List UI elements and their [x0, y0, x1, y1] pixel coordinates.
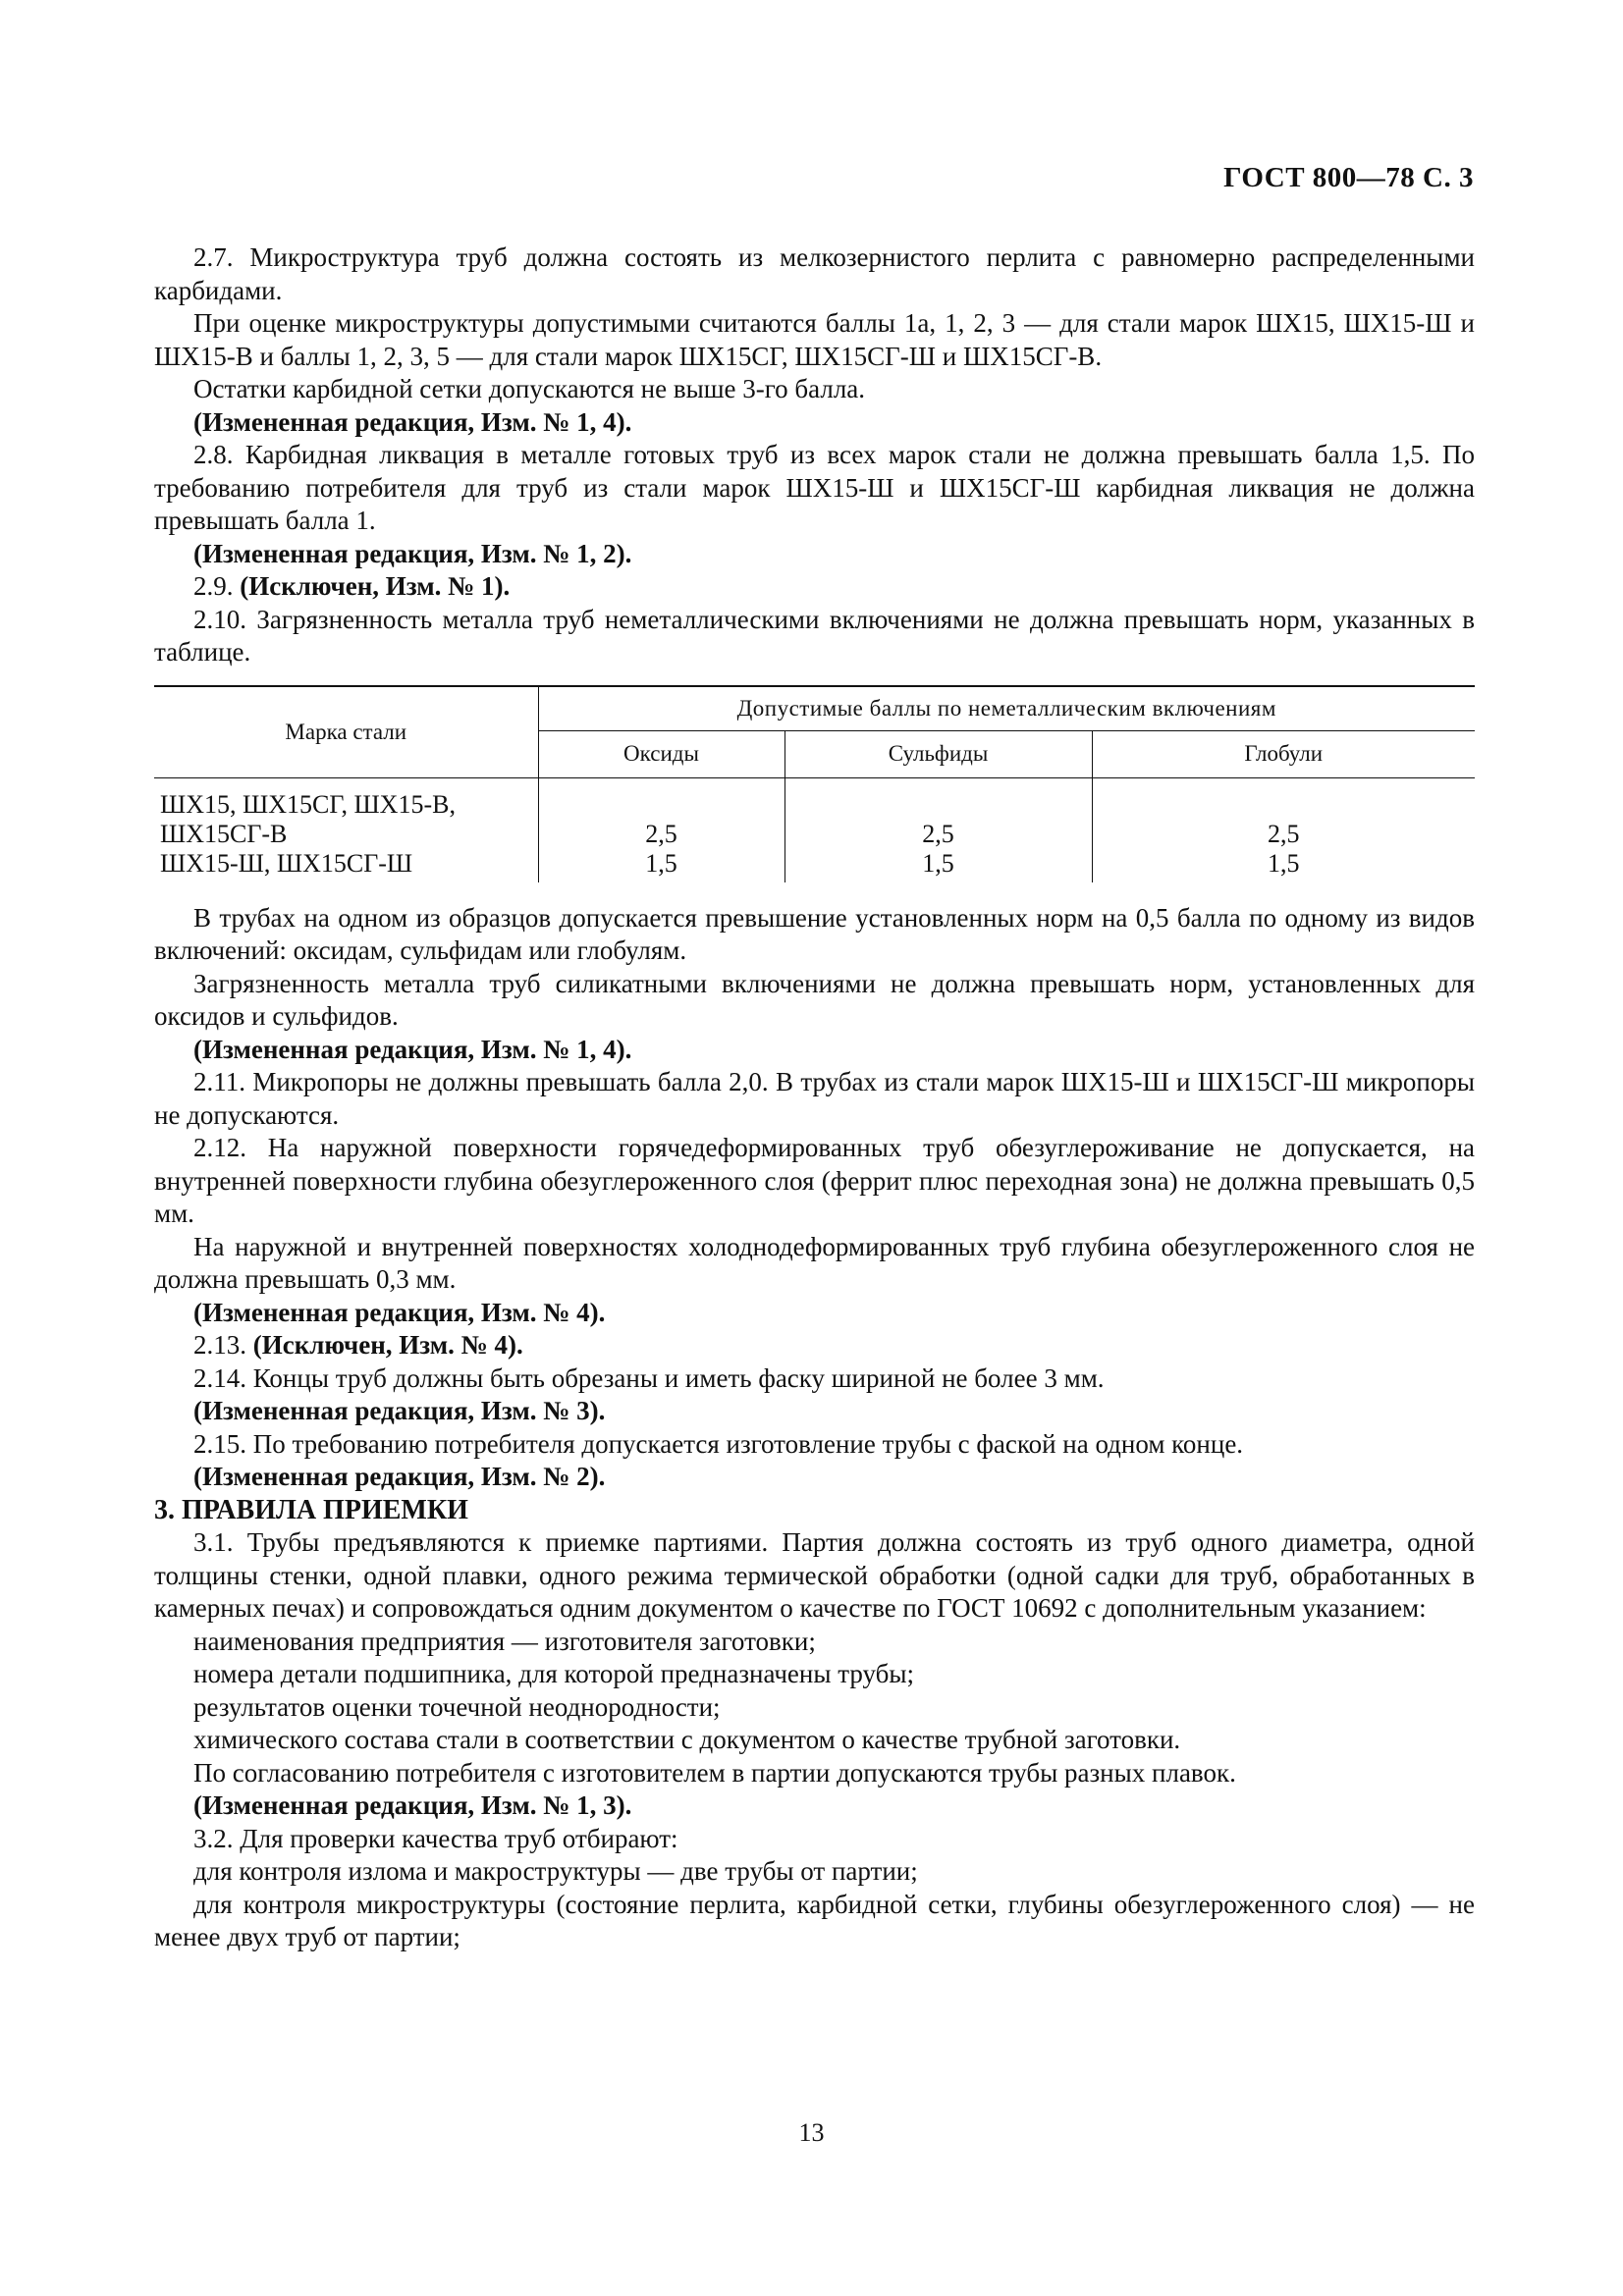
cell-globules: 1,5: [1268, 848, 1300, 878]
paragraph: 2.12. На наружной поверхности горячедеформированных труб обезуглероживание не допускается, на внутренней поверхности глубина обезуглероженного слоя (феррит плюс переходная зона) не должна превышать 0,5 мм.: [154, 1133, 1475, 1228]
amendment-note: (Измененная редакция, Изм. № 4).: [193, 1297, 606, 1327]
paragraph: результатов оценки точечной неоднородности;: [193, 1691, 721, 1722]
amendment-note: (Измененная редакция, Изм. № 1, 2).: [193, 538, 632, 568]
table-row: [154, 849, 1475, 882]
paragraph: При оценке микроструктуры допустимыми считаются баллы 1а, 1, 2, 3 — для стали марок ШХ15, ШХ15-Ш и ШХ15-В и баллы 1, 2, 3, 5 — для стали марок ШХ15СГ, ШХ15СГ-Ш и ШХ15СГ-В.: [154, 308, 1475, 371]
paragraphs-section-3: [154, 1526, 1475, 1954]
amendment-note: (Исключен, Изм. № 1).: [240, 571, 511, 601]
cell-grade: ШХ15-Ш, ШХ15СГ-Ш: [154, 849, 538, 882]
paragraph: В трубах на одном из образцов допускается превышение установленных норм на 0,5 балла по одному из видов включений: оксидам, сульфидам или глобулям.: [154, 902, 1475, 965]
paragraph: для контроля микроструктуры (состояние перлита, карбидной сетки, глубины обезуглероженного слоя) — не менее двух труб от партии;: [154, 1889, 1475, 1951]
cell-sulfides: [784, 777, 1092, 820]
cell-globules: [1092, 777, 1475, 820]
column-header-globules: Глобули: [1092, 730, 1475, 777]
table-row: [154, 820, 1475, 849]
cell-sulfides: 2,5: [784, 820, 1092, 849]
cell-grade: ШХ15, ШХ15СГ, ШХ15-В,: [154, 777, 538, 820]
cell-sulfides: 1,5: [784, 849, 1092, 882]
paragraph: 2.7. Микроструктура труб должна состоять из мелкозернистого перлита с равномерно распределенными карбидами.: [154, 242, 1475, 305]
paragraph: 3.1. Трубы предъявляются к приемке партиями. Партия должна состоять из труб одного диаметра, одной толщины стенки, одной плавки, одного режима термической обработки (одной садки для труб, обработанных в камерных печах) и сопровождаться одним документом о качестве по ГОСТ 10692 с дополнительным указанием:: [154, 1527, 1475, 1623]
section-title: 3. ПРАВИЛА ПРИЕМКИ: [154, 1494, 468, 1525]
column-header-grade: Марка стали: [154, 686, 538, 778]
paragraph: Загрязненность металла труб силикатными включениями не должна превышать норм, установленных для оксидов и сульфидов.: [154, 968, 1475, 1031]
paragraphs-before-table: [154, 241, 1475, 669]
page-number: 13: [798, 2118, 825, 2147]
paragraph: На наружной и внутренней поверхностях холоднодеформированных труб глубина обезуглероженного слоя не должна превышать 0,3 мм.: [154, 1231, 1475, 1294]
paragraphs-after-table: [154, 902, 1475, 1494]
paragraph: 2.10. Загрязненность металла труб неметаллическими включениями не должна превышать норм, указанных в таблице.: [154, 604, 1475, 667]
inclusions-table: [154, 685, 1475, 882]
paragraph: химического состава стали в соответствии с документом о качестве трубной заготовки.: [193, 1725, 1181, 1754]
cell-globules: 2,5: [1268, 819, 1300, 848]
document-body: [154, 241, 1475, 1954]
cell-grade: ШХ15СГ-В: [154, 820, 538, 849]
amendment-note: (Измененная редакция, Изм. № 3).: [193, 1396, 606, 1425]
paragraph: 2.11. Микропоры не должны превышать балла 2,0. В трубах из стали марок ШХ15-Ш и ШХ15СГ-Ш микропоры не допускаются.: [154, 1067, 1475, 1130]
cell-oxides: 2,5: [645, 819, 677, 848]
paragraph: 2.8. Карбидная ликвация в металле готовых труб из всех марок стали не должна превышать балла 1,5. По требованию потребителя для труб из стали марок ШХ15-Ш и ШХ15СГ-Ш карбидная ликвация не должна превышать балла 1.: [154, 440, 1475, 535]
inclusions-table-wrapper: [154, 685, 1475, 882]
column-header-group: Допустимые баллы по неметаллическим включениям: [538, 686, 1475, 731]
table-row: [154, 777, 1475, 820]
paragraph: [154, 1329, 1475, 1362]
table-body: [154, 777, 1475, 882]
paragraph: 2.14. Концы труб должны быть обрезаны и иметь фаску шириной не более 3 мм.: [193, 1362, 1105, 1393]
amendment-note: (Измененная редакция, Изм. № 2).: [193, 1462, 606, 1491]
clause-number: 2.9.: [193, 571, 241, 601]
paragraph: для контроля излома и макроструктуры — две трубы от партии;: [193, 1856, 918, 1886]
paragraph: 2.15. По требованию потребителя допускается изготовление трубы с фаской на одном конце.: [193, 1428, 1244, 1459]
clause-number: 2.13.: [193, 1330, 253, 1360]
paragraph: наименования предприятия — изготовителя заготовки;: [193, 1626, 816, 1656]
amendment-note: (Исключен, Изм. № 4).: [252, 1330, 523, 1360]
paragraph: 3.2. Для проверки качества труб отбирают:: [193, 1823, 678, 1853]
column-header-oxides: Оксиды: [538, 730, 784, 777]
amendment-note: (Измененная редакция, Изм. № 1, 4).: [193, 406, 632, 437]
cell-oxides: 1,5: [645, 848, 677, 878]
amendment-note: (Измененная редакция, Изм. № 1, 3).: [193, 1790, 632, 1820]
paragraph: номера детали подшипника, для которой предназначены трубы;: [193, 1659, 915, 1688]
paragraph: Остатки карбидной сетки допускаются не выше 3-го балла.: [193, 374, 866, 403]
page-header: ГОСТ 800—78 С. 3: [1223, 162, 1474, 193]
column-header-sulfides: Сульфиды: [784, 730, 1092, 777]
cell-oxides: [538, 777, 784, 820]
paragraph: [154, 570, 1475, 604]
amendment-note: (Измененная редакция, Изм. № 1, 4).: [193, 1034, 632, 1064]
paragraph: По согласованию потребителя с изготовителем в партии допускаются трубы разных плавок.: [193, 1757, 1236, 1788]
